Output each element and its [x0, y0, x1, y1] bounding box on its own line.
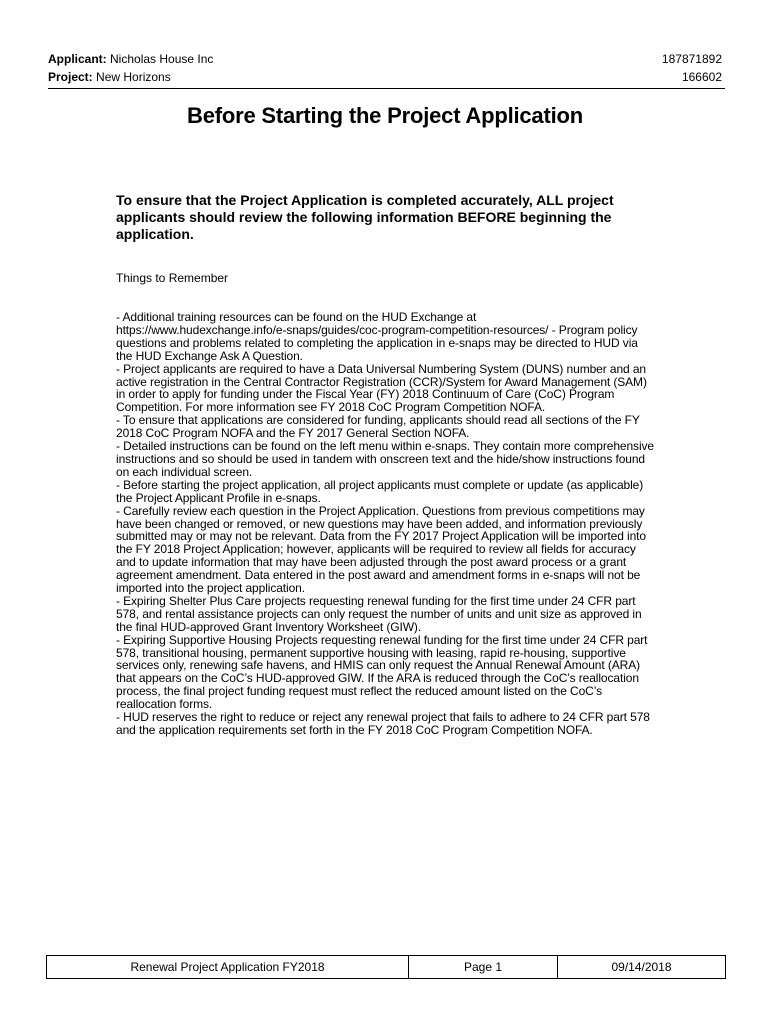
applicant-label: Applicant:	[48, 52, 107, 66]
footer-page-number: Page 1	[409, 956, 558, 978]
intro-paragraph: To ensure that the Project Application is completed accurately, ALL project applicants should review the following information BEFORE beginning the application.	[116, 192, 614, 242]
project-row	[48, 68, 722, 86]
project-name: New Horizons	[96, 70, 171, 84]
footer-date: 09/14/2018	[611, 960, 672, 974]
project-info	[48, 68, 171, 86]
applicant-row	[48, 50, 722, 68]
instructions-body: - Additional training resources can be found on the HUD Exchange at https://www.hudexchange.info/e-snaps/guides/coc-program-competition-resources/ - Program policy questions and problems related to completing the application in e-snaps may be directed to HUD via the HUD Exchange Ask A Question. - Project applicants are required to have a Data Universal Numbering System (DUNS) number and an active registration in the Central Contractor Registration (CCR)/System for Award Management (SAM) in order to apply for funding under the Fiscal Year (FY) 2018 Continuum of Care (CoC) Program Competition. For more information see FY 2018 CoC Program Competition NOFA. - To ensure that applications are considered for funding, applicants should read all sections of the FY 2018 CoC Program NOFA and the FY 2017 General Section NOFA. - Detailed instructions can be found on the left menu within e-snaps. They contain more comprehensive instructions and so should be used in tandem with onscreen text and the hide/show instructions found on each individual screen. - Before starting the project application, all project applicants must complete or update (as applicable) the Project Applicant Profile in e-snaps. - Carefully review each question in the Project Application. Questions from previous competitions may have been changed or removed, or new questions may have been added, and information previously submitted may or may not be relevant. Data from the FY 2017 Project Application will be imported into the FY 2018 Project Application; however, applicants will be required to review all fields for accuracy and to update information that may have been adjusted through the post award process or a grant agreement amendment. Data entered in the post award and amendment forms in e-snaps will not be imported into the project application. - Expiring Shelter Plus Care projects requesting renewal funding for the first time under 24 CFR part 578, and rental assistance projects can only request the number of units and unit size as approved in the final HUD-approved Grant Inventory Worksheet (GIW). - Expiring Supportive Housing Projects requesting renewal funding for the first time under 24 CFR part 578, transitional housing, permanent supportive housing with leasing, rapid re-housing, supportive services only, renewing safe havens, and HMIS can only request the Annual Renewal Amount (ARA) that appears on the CoC’s HUD-approved GIW. If the ARA is reduced through the CoC’s reallocation process, the final project funding request must reflect the reduced amount listed on the CoC’s reallocation forms. - HUD reserves the right to reduce or reject any renewal project that fails to adhere to 24 CFR part 578 and the application requirements set forth in the FY 2018 CoC Program Competition NOFA.	[116, 310, 654, 737]
applicant-name: Nicholas House Inc	[110, 52, 214, 66]
page-title: Before Starting the Project Application	[187, 103, 583, 128]
applicant-info	[48, 50, 213, 68]
project-label: Project:	[48, 70, 93, 84]
header-divider	[48, 88, 725, 89]
page-footer	[46, 955, 726, 979]
footer-document-name: Renewal Project Application FY2018	[47, 956, 409, 978]
things-to-remember-heading: Things to Remember	[116, 271, 229, 285]
project-id: 166602	[681, 70, 722, 84]
page-header	[48, 50, 722, 86]
applicant-id: 187871892	[661, 52, 722, 66]
